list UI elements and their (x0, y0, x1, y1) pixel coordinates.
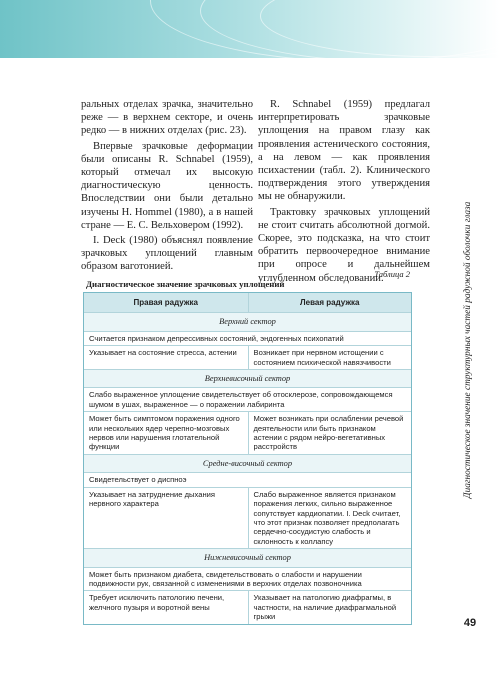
paragraph: ральных отделах зрачка, значительно реже — в верхнем секторе, и очень редко — в нижних отделах (рис. 23). (81, 99, 253, 137)
section-label: Средне-височный сектор (84, 455, 411, 472)
table-cell: Слабо выраженное уплощение свидетельствует об отосклерозе, сопровождающемся шумом в ушах, выраженное — о поражении лабиринта (89, 390, 393, 409)
column-header: Левая радужка (248, 293, 412, 312)
table-header-row (84, 293, 411, 312)
table-cell: Указывает на патологию диафрагмы, в частности, на наличие диафрагмальной грыжи (248, 591, 412, 623)
table-cell: Может быть симптомом поражения одного или нескольких ядер черепно-мозговых нервов или нарушения глотательной функции (89, 414, 240, 452)
table-cell: Свидетельствует о диспноэ (89, 475, 187, 485)
table-row (84, 387, 411, 411)
table-section-row (84, 548, 411, 566)
header-decoration-band (0, 0, 500, 58)
running-section-title (460, 70, 476, 630)
table-row (84, 411, 411, 454)
section-label: Нижневисочный сектор (84, 549, 411, 566)
table-cell: Указывает на состояние стресса, астении (89, 348, 237, 358)
paragraph: Трактовку зрачковых уплощений не стоит считать абсолютной догмой. Скорее, это подсказка, на что стоит обратить первоочередное внимание при опросе и дальнейшем углубленном обследовании. (258, 206, 430, 284)
paragraph: Впервые зрачковые деформации были описаны R. Schnabel (1959), который отмечал их высокую диагностическую ценность. Впоследствии они были детально изучены H. Hommel (1980), а в нашей стране — Е. С. Вельховером (1992). (81, 140, 253, 231)
paragraph: R. Schnabel (1959) предлагал интерпретировать зрачковые уплощения на правом глазу как проявления астенического состояния, а на левом — как проявления психастении (табл. 2). Клинического подтверждения этого утверждения мы не обнаружили. (258, 99, 430, 203)
table-label: Таблица 2 (374, 269, 410, 279)
table-row (84, 472, 411, 486)
column-header: Правая радужка (84, 293, 248, 312)
table-cell: Возникает при нервном истощении с состоянием психической навязчивости (248, 346, 412, 369)
left-text-column (81, 98, 253, 276)
right-text-column (258, 98, 430, 287)
table-cell: Требует исключить патологию печени, желчного пузыря и воротной вены (89, 593, 225, 612)
running-section-title-text: Диагностическое значение структурных частей радужной оболочки глаза (463, 201, 473, 499)
section-label: Верхний сектор (84, 313, 411, 330)
paragraph: I. Deck (1980) объяснял появление зрачковых уплощений главным образом ваготонией. (81, 235, 253, 273)
section-label: Верхневисочный сектор (84, 370, 411, 387)
table-cell: Может возникать при ослаблении речевой деятельности или быть признаком астении с рядом нейро-вегетативных расстройств (248, 412, 412, 454)
table-row (84, 345, 411, 369)
diagnostic-table (83, 292, 412, 625)
table-cell: Указывает на затруднение дыхания нервного характера (89, 489, 215, 509)
table-cell: Может быть признаком диабета, свидетельствовать о слабости и нарушении подвижности рук, связанной с изменениями в верхних отделах позвоночника (89, 569, 362, 588)
table-row (84, 567, 411, 591)
page-number: 49 (463, 617, 477, 629)
table-row (84, 590, 411, 623)
table-row (84, 331, 411, 345)
table-section-row (84, 454, 411, 472)
table-cell: Слабо выраженное является признаком поражения легких, сильно выраженное сопутствует кардиопатии. I. Deck считает, что этот признак позволяет предполагать сердечно-сосудистую слабость и склонность к коллапсу (248, 488, 412, 548)
table-cell: Считается признаком депрессивных состояний, эндогенных психопатий (89, 333, 344, 343)
table-row (84, 487, 411, 548)
table-title: Диагностическое значение зрачковых уплощений (86, 279, 285, 289)
table-section-row (84, 369, 411, 387)
table-section-row (84, 312, 411, 330)
